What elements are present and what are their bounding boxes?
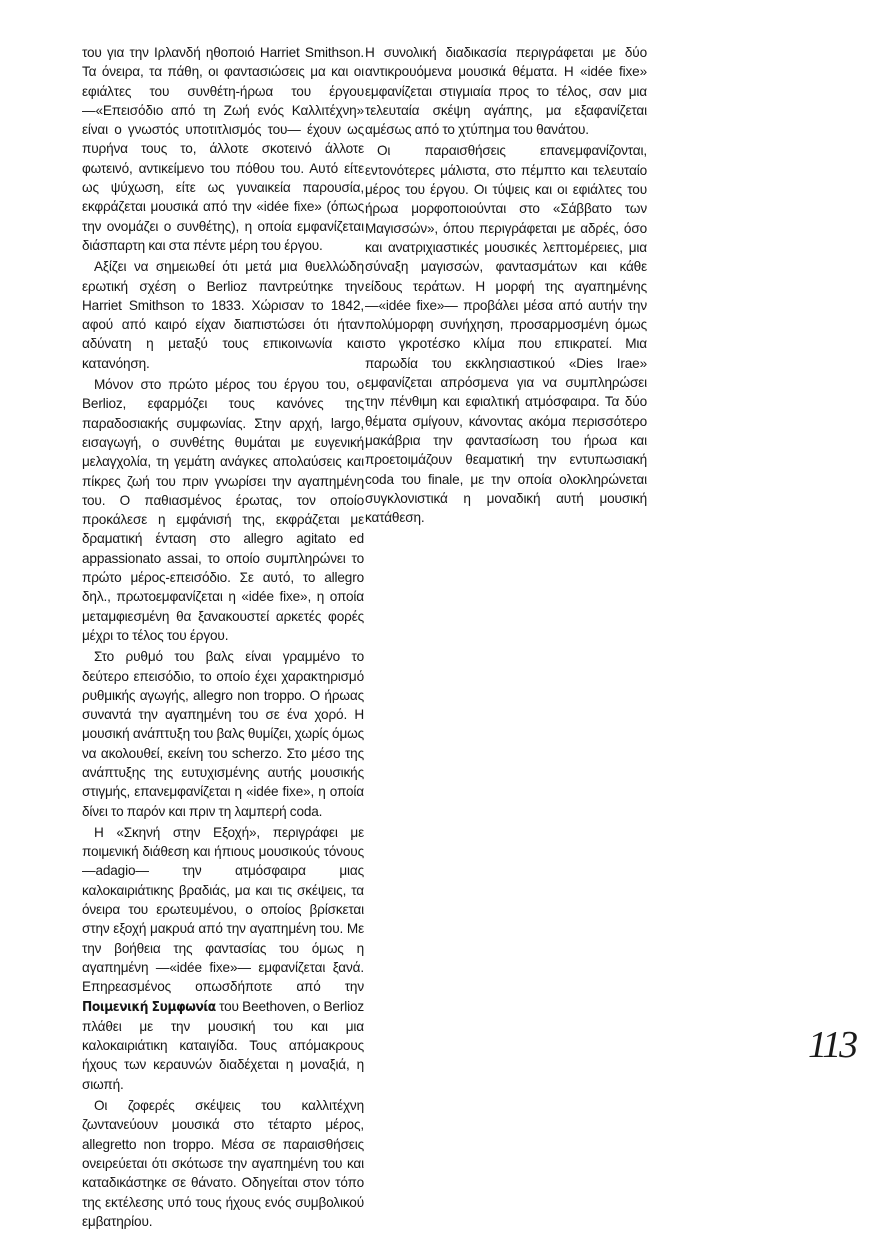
bold-work-title: Ποιμενική Συμφωνία xyxy=(82,998,216,1015)
paragraph: Οι ζοφερές σκέψεις του καλλιτέχνη ζωντανεύουν μουσικά στο τέταρτο μέρος, allegretto non troppo. Μέσα σε παραισθήσεις ονειρεύεται ότι σκότωσε την αγαπημένη του και καταδικάστηκε σε θάνατο. Οδηγείται στον τόπο της εκτέλεσης υπό τους ήχους ενός συμβολικού εμβατηρίου. xyxy=(82,1098,364,1229)
text-column-right xyxy=(365,43,647,529)
paragraph: Μόνον στο πρώτο μέρος του έργου του, ο Berlioz, εφαρμόζει τους κανόνες της παραδοσιακής συμφωνίας. Στην αρχή, largo, εισαγωγή, ο συνθέτης θυμάται με ευγενική μελαγχολία, τη γεμάτη ανάγκες απολαύσεις και πίκρες ζωή του πριν γνωρίσει την αγαπημένη του. Ο παθιασμένος έρωτας, τον οποίο προκάλεσε η εμφάνισή της, εκφράζεται με δραματική ένταση στο allegro agitato ed appassionato assai, το οποίο συμπληρώνει το πρώτο μέρος-επεισόδιο. Σε αυτό, το allegro δηλ., πρωτοεμφανίζεται η «idée fixe», η οποία μεταμφιεσμένη θα ξανακουστεί αρκετές φορές μέχρι το τέλος του έργου. xyxy=(82,377,364,643)
page-number: 113 xyxy=(808,1024,857,1066)
paragraph: του για την Ιρλανδή ηθοποιό Harriet Smithson. Τα όνειρα, τα πάθη, οι φαντασιώσεις μα και οι εφιάλτες του συνθέτη-ήρωα του έργου —«Επεισόδιο από τη Ζωή ενός Καλλιτέχνη» είναι ο γνωστός υποτιτλισμός του— έχουν ως πυρήνα τους το, άλλοτε σκοτεινό άλλοτε φωτεινό, αντικείμενο του πόθου του. Αυτό είτε ως ψύχωση, είτε ως γυναικεία παρουσία, εκφράζεται μουσικά από την «idée fixe» (όπως την ονομάζει ο συνθέτης), η οποία εμφανίζεται διάσπαρτη και στα πέντε μέρη του έργου. xyxy=(82,45,364,253)
paragraph-text: Η «Σκηνή στην Εξοχή», περιγράφει με ποιμενική διάθεση και ήπιους μουσικούς τόνους —adagio— την ατμόσφαιρα μιας καλοκαιριάτικης βραδιάς, μα και τις σκέψεις, τα όνειρα του ερωτευμένου, ο οποίος βρίσκεται στην εξοχή μακρυά από την αγαπημένη του. Με την βοήθεια της φαντασίας του όμως η αγαπημένη —«idée fixe»— εμφανίζεται ξανά. Επηρεασμένος οπωσδήποτε από την xyxy=(82,824,364,995)
paragraph: Οι παραισθήσεις επανεμφανίζονται, εντονότερες μάλιστα, στο πέμπτο και τελευταίο μέρος του έργου. Οι τύψεις και οι εφιάλτες του ήρωα μορφοποιούνται στο «Σάββατο των Μαγισσών», όπου περιγράφεται με αδρές, όσο και ανατριχιαστικές μουσικές λεπτομέρειες, μια σύναξη μαγισσών, φαντασμάτων και κάθε είδους τεράτων. Η μορφή της αγαπημένης —«idée fixe»— προβάλει μέσα από αυτήν την πολύμορφη συνήχηση, προσαρμοσμένη όμως στο γκροτέσκο κλίμα που επικρατεί. Μια παρωδία του εκκλησιαστικού «Dies Irae» εμφανίζεται απρόσμενα για να συμπληρώσει την πένθιμη και εφιαλτική ατμόσφαιρα. Τα δύο θέματα σμίγουν, κάνοντας ακόμα περισσότερο μακάβρια την φαντασίωση του ήρωα και προετοιμάζουν θεαματική την εντυπωσιακή coda του finale, με την οποία ολοκληρώνεται συγκλονιστικά η μοναδική αυτή μουσική κατάθεση. xyxy=(365,143,647,526)
paragraph xyxy=(82,823,364,1094)
text-column-left xyxy=(82,43,364,1233)
paragraph: Στο ρυθμό του βαλς είναι γραμμένο το δεύτερο επεισόδιο, το οποίο έχει χαρακτηρισμό ρυθμικής αγωγής, allegro non troppo. Ο ήρωας συναντά την αγαπημένη του σε ένα χορό. Η μουσική ανάπτυξη του βαλς θυμίζει, χωρίς όμως να ακολουθεί, εκείνη του scherzo. Στο μέσο της ανάπτυξης της ευτυχισμένης αυτής μουσικής στιγμής, επανεμφανίζεται η «idée fixe», η οποία δίνει το παρόν και πριν τη λαμπερή coda. xyxy=(82,649,364,819)
paragraph: Αξίζει να σημειωθεί ότι μετά μια θυελλώδη ερωτική σχέση ο Berlioz παντρεύτηκε την Harriet Smithson το 1833. Χώρισαν το 1842, αφού από καιρό είχαν διαπιστώσει ότι ήταν αδύνατη η μεταξύ τους επικοινωνία και κατανόηση. xyxy=(82,259,364,371)
paragraph: Η συνολική διαδικασία περιγράφεται με δύο αντικρουόμενα μουσικά θέματα. Η «idée fixe» εμφανίζεται στιγμιαία προς το τέλος, σαν μια τελευταία σκέψη αγάπης, μα εξαφανίζεται αμέσως από το χτύπημα του θανάτου. xyxy=(365,45,647,138)
paragraph-text: του Beethoven, ο Berlioz πλάθει με την μουσική του και μια καλοκαιριάτικη καταιγίδα. Τους απόμακρους ήχους των κεραυνών διαδέχεται η μοναξιά, η σιωπή. xyxy=(82,998,365,1092)
